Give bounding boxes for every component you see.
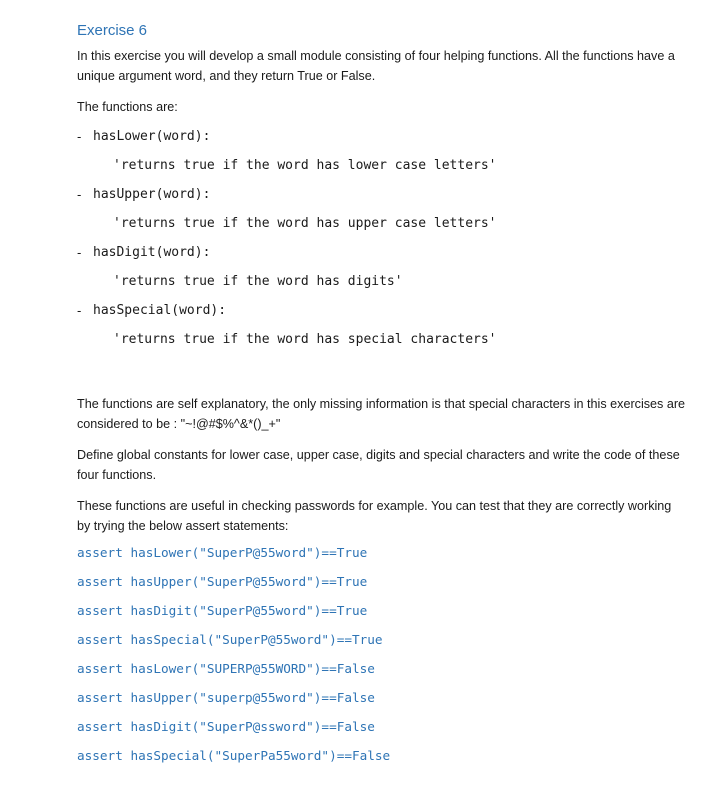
functions-label: The functions are: xyxy=(77,100,178,114)
bullet-dash: - xyxy=(77,303,82,318)
intro-paragraph: In this exercise you will develop a small module consisting of four helping functions. All the functions have a unique argument word, and they return True or False. xyxy=(77,49,675,83)
function-list xyxy=(77,128,687,349)
assert-line: assert hasLower("SuperP@55word")==True xyxy=(77,545,368,560)
function-signature: hasSpecial(word): xyxy=(93,303,227,318)
usage-note-paragraph: These functions are useful in checking passwords for example. You can test that they are correctly working by trying the below assert statements: xyxy=(77,499,672,533)
function-signature: hasDigit(word): xyxy=(93,245,211,260)
bullet-dash: - xyxy=(77,129,82,144)
assert-line: assert hasLower("SUPERP@55WORD")==False xyxy=(77,661,375,676)
function-item-hasupper xyxy=(77,186,687,233)
explanation-paragraph: The functions are self explanatory, the only missing information is that special characters in this exercises are considered to be : "~!@#$%^&*()_+" xyxy=(77,397,686,431)
function-description: 'returns true if the word has lower case letters' xyxy=(113,158,497,173)
function-description: 'returns true if the word has upper case letters' xyxy=(113,216,497,231)
function-item-hasspecial xyxy=(77,302,687,349)
assert-code-block xyxy=(77,538,687,770)
function-item-haslower xyxy=(77,128,687,175)
bullet-dash: - xyxy=(77,245,82,260)
function-signature: hasLower(word): xyxy=(93,129,211,144)
assert-line: assert hasDigit("SuperP@55word")==True xyxy=(77,603,368,618)
function-description: 'returns true if the word has special characters' xyxy=(113,332,497,347)
function-signature: hasUpper(word): xyxy=(93,187,211,202)
bullet-dash: - xyxy=(77,187,82,202)
assert-line: assert hasSpecial("SuperPa55word")==False xyxy=(77,748,391,763)
instruction-paragraph: Define global constants for lower case, upper case, digits and special characters and write the code of these four functions. xyxy=(77,448,680,482)
assert-line: assert hasSpecial("SuperP@55word")==True xyxy=(77,632,383,647)
document-page xyxy=(77,22,687,770)
function-item-hasdigit xyxy=(77,244,687,291)
assert-line: assert hasDigit("SuperP@ssword")==False xyxy=(77,719,375,734)
function-description: 'returns true if the word has digits' xyxy=(113,274,403,289)
exercise-heading: Exercise 6 xyxy=(77,22,148,39)
assert-line: assert hasUpper("superp@55word")==False xyxy=(77,690,375,705)
assert-line: assert hasUpper("SuperP@55word")==True xyxy=(77,574,368,589)
